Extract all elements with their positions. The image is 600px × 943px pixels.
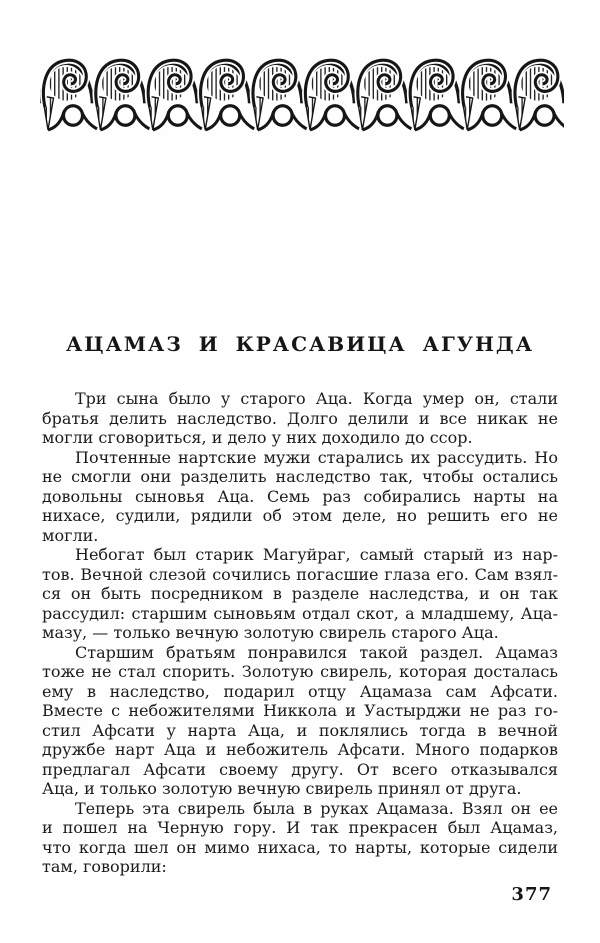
text-line: могли.: [42, 525, 99, 545]
text-line: Вместе с небожителями Никкола и Уастырджи не раз го-: [42, 701, 558, 720]
page-number: 377: [511, 884, 552, 905]
text-line: ся он быть посредником в разделе наследства, и он так: [42, 584, 558, 603]
text-line: предлагал Афсати своему другу. От всего отказывался: [42, 759, 558, 779]
text-line: мазу, — только вечную золотую свирель старого Аца.: [42, 623, 499, 642]
text-line: Аца, и только золотую вечную свирель принял от друга.: [42, 779, 522, 798]
text-line: и пошел на Черную гору. И так прекрасен был Ацамаз,: [42, 818, 558, 837]
text-line: Почтенные нартские мужи старались их рассудить. Но: [75, 447, 558, 467]
text-line: Небогат был старик Магуйраг, самый старый из нар-: [75, 545, 558, 564]
ornament-frieze-icon: [40, 54, 564, 136]
text-line: ему в наследство, подарил отцу Ацамаза сам Афсати.: [42, 681, 558, 701]
text-line: что когда шел он мимо нихаса, то нарты, которые сидели: [42, 837, 558, 857]
text-line: тоже не стал спорить. Золотую свирель, которая досталась: [42, 662, 558, 681]
text-line: Три сына было у старого Аца. Когда умер он, стали: [75, 389, 558, 408]
text-line: там, говорили:: [42, 857, 167, 876]
text-line: нихасе, судили, рядили об этом деле, но решить его не: [42, 506, 558, 525]
text-line: рассудил: старшим сыновьям отдал скот, а младшему, Аца-: [42, 603, 558, 623]
text-line: могли сговориться, и дело у них доходило до ссор.: [42, 428, 473, 447]
text-line: тов. Вечной слезой сочились погасшие глаза его. Сам взял-: [42, 564, 558, 584]
text-line: Теперь эта свирель была в руках Ацамаза. Взял он ее: [75, 798, 558, 818]
text-line: дружбе нарт Аца и небожитель Афсати. Много подарков: [42, 740, 558, 759]
page-title: АЦАМАЗ И КРАСАВИЦА АГУНДА: [66, 332, 534, 356]
text-line: стил Афсати у нарта Аца, и поклялись тогда в вечной: [42, 720, 558, 740]
text-line: не смогли они разделить наследство так, чтобы остались: [42, 467, 558, 486]
text-line: довольны сыновья Аца. Семь раз собирались нарты на: [42, 486, 558, 506]
body-text: [42, 389, 558, 877]
text-line: братья делить наследство. Долго делили и все никак не: [42, 408, 558, 428]
text-line: Старшим братьям понравился такой раздел. Ацамаз: [75, 642, 558, 662]
